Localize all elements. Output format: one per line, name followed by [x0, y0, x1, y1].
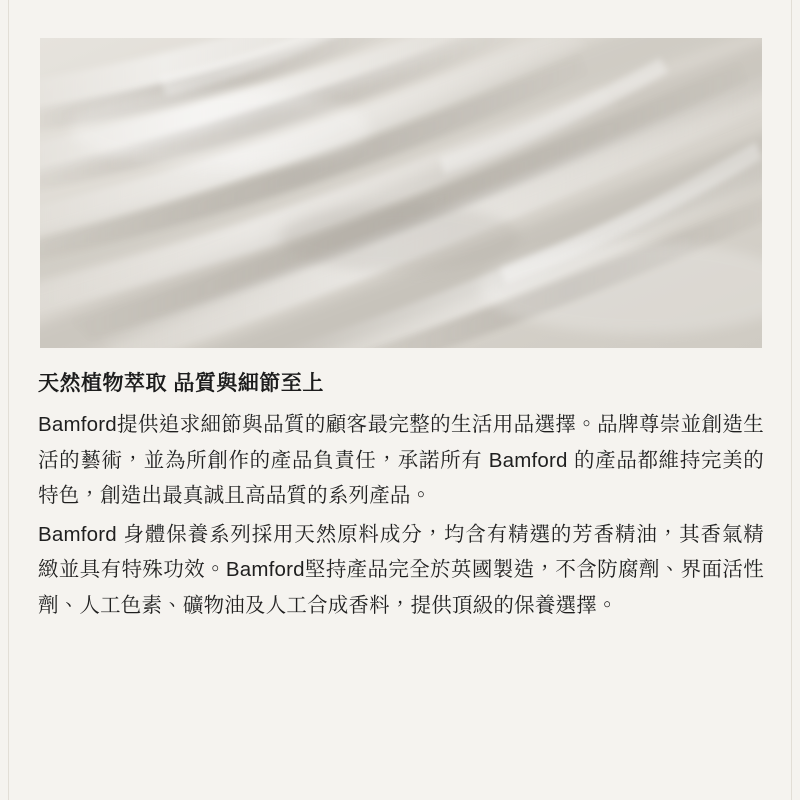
body-paragraph-2: Bamford 身體保養系列採用天然原料成分，均含有精選的芳香精油，其香氣精緻並具有特殊功效。Bamford堅持產品完全於英國製造，不含防腐劑、界面活性劑、人工色素、礦物油及人工合成香料，提供頂級的保養選擇。: [38, 523, 764, 617]
section-headline: 天然植物萃取 品質與細節至上: [38, 372, 324, 395]
right-frame-line: [791, 0, 792, 800]
cream-texture-image: [40, 38, 762, 348]
body-paragraph-1: Bamford提供追求細節與品質的顧客最完整的生活用品選擇。品牌尊崇並創造生活的藝術，並為所創作的產品負責任，承諾所有 Bamford 的產品都維持完美的特色，創造出最真誠且高品質的系列產品。: [38, 413, 764, 507]
description-content: [38, 370, 764, 625]
left-frame-line: [8, 0, 9, 800]
cream-texture-graphic: [40, 38, 762, 348]
